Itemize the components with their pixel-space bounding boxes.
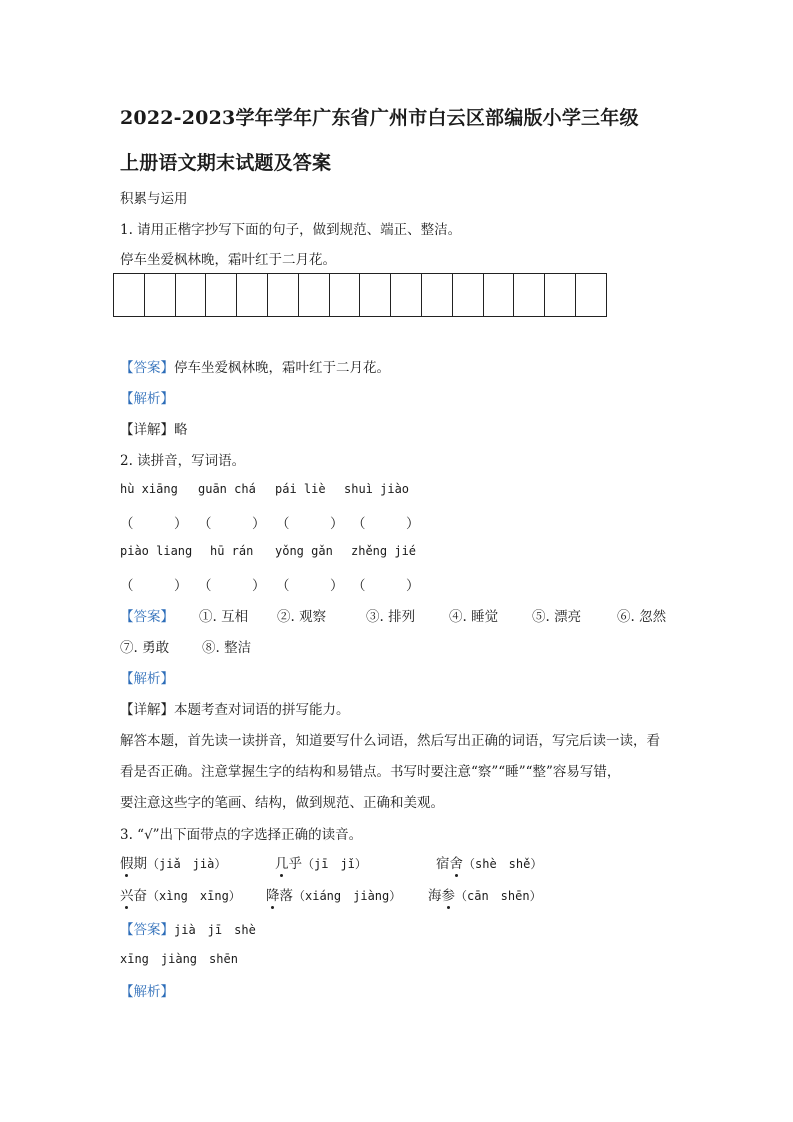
item-char: 奋 — [133, 888, 147, 904]
q2-answer-tag: 【答案】 — [120, 609, 174, 625]
dotted-char: 舍 — [450, 852, 464, 872]
answer-blank: （ ） — [120, 578, 188, 594]
pinyin: yǒng gǎn — [275, 544, 333, 558]
grid-cell — [453, 274, 484, 316]
answer-item: ⑤. 漂亮 — [532, 609, 582, 625]
grid-cell — [176, 274, 207, 316]
item-char: 乎 — [288, 856, 302, 872]
dotted-char: 几 — [275, 852, 289, 872]
grid-cell — [299, 274, 330, 316]
answer-item: ⑦. 勇敢 — [120, 640, 170, 656]
item-char: 期 — [133, 856, 147, 872]
q2-paragraph-line-2: 看是否正确。注意掌握生字的结构和易错点。书写时要注意“察”“睡”“整”容易写错， — [120, 764, 621, 780]
grid-cell — [145, 274, 176, 316]
reading-item — [266, 884, 401, 904]
q3-answer-line-2: xīng jiàng shēn — [120, 952, 238, 966]
reading-item — [275, 852, 367, 872]
reading-options: （xiáng jiàng） — [293, 889, 402, 903]
grid-cell — [268, 274, 299, 316]
reading-options: （cān shēn） — [455, 889, 542, 903]
answer-text: jià jī shè — [174, 923, 256, 937]
item-char: 海 — [428, 888, 442, 904]
detail-text: 略 — [174, 422, 188, 438]
answer-item: ⑥. 忽然 — [617, 609, 667, 625]
pinyin: zhěng jié — [351, 544, 417, 558]
dotted-char: 降 — [266, 884, 280, 904]
answer-blank: （ ） — [352, 516, 420, 532]
q3-analysis-tag: 【解析】 — [120, 984, 174, 1000]
dotted-char: 参 — [442, 884, 456, 904]
reading-item — [428, 884, 542, 904]
pinyin: pái liè — [275, 482, 326, 496]
reading-item — [436, 852, 542, 872]
q2-analysis-tag: 【解析】 — [120, 671, 174, 687]
detail-text: 本题考查对词语的拼写能力。 — [174, 702, 350, 718]
grid-cell — [237, 274, 268, 316]
grid-cell — [360, 274, 391, 316]
reading-options: （jiǎ jià） — [147, 857, 227, 871]
section-heading: 积累与运用 — [120, 191, 188, 207]
grid-cell — [576, 274, 607, 316]
document-title-line-2: 上册语文期末试题及答案 — [120, 152, 332, 174]
grid-cell — [114, 274, 145, 316]
q1-detail — [120, 418, 188, 438]
grid-cell — [545, 274, 576, 316]
answer-item: ④. 睡觉 — [449, 609, 499, 625]
dotted-char: 兴 — [120, 884, 134, 904]
grid-cell — [514, 274, 545, 316]
grid-cell — [206, 274, 237, 316]
answer-tag: 【答案】 — [120, 922, 174, 938]
writing-grid — [113, 273, 607, 317]
grid-cell — [422, 274, 453, 316]
q2-paragraph-line-3: 要注意这些字的笔画、结构，做到规范、正确和美观。 — [120, 795, 444, 811]
answer-item: ③. 排列 — [366, 609, 416, 625]
answer-text: 停车坐爱枫林晚，霜叶红于二月花。 — [174, 360, 390, 376]
q2-prompt: 2. 读拼音，写词语。 — [120, 453, 246, 469]
item-char: 宿 — [436, 856, 450, 872]
answer-item: ⑧. 整洁 — [202, 640, 252, 656]
pinyin: shuì jiào — [344, 482, 410, 496]
detail-tag: 【详解】 — [120, 702, 174, 718]
grid-cell — [330, 274, 361, 316]
reading-options: （jī jǐ） — [302, 857, 367, 871]
answer-blank: （ ） — [276, 516, 344, 532]
pinyin: hū rán — [210, 544, 254, 558]
q1-prompt: 1. 请用正楷字抄写下面的句子，做到规范、端正、整洁。 — [120, 222, 462, 238]
q3-prompt: 3. “√”出下面带点的字选择正确的读音。 — [120, 827, 363, 843]
reading-item — [120, 884, 241, 904]
dotted-char: 假 — [120, 852, 134, 872]
answer-blank: （ ） — [352, 578, 420, 594]
grid-cell — [484, 274, 515, 316]
q1-analysis-tag: 【解析】 — [120, 391, 174, 407]
pinyin: hù xiāng — [120, 482, 178, 496]
detail-tag: 【详解】 — [120, 422, 174, 438]
reading-options: （shè shě） — [463, 857, 543, 871]
pinyin: piào liang — [120, 544, 193, 558]
item-char: 落 — [279, 888, 293, 904]
q1-answer — [120, 356, 390, 376]
grid-cell — [391, 274, 422, 316]
answer-item: ②. 观察 — [277, 609, 327, 625]
q2-detail — [120, 698, 350, 718]
q1-sentence: 停车坐爱枫林晚，霜叶红于二月花。 — [120, 252, 336, 268]
answer-blank: （ ） — [120, 516, 188, 532]
answer-blank: （ ） — [276, 578, 344, 594]
reading-item — [120, 852, 226, 872]
answer-blank: （ ） — [198, 516, 266, 532]
answer-tag: 【答案】 — [120, 360, 174, 376]
pinyin: guān chá — [198, 482, 256, 496]
answer-item: ①. 互相 — [199, 609, 249, 625]
document-title-line-1: 2022-2023学年学年广东省广州市白云区部编版小学三年级 — [120, 107, 639, 129]
answer-blank: （ ） — [198, 578, 266, 594]
q3-answer — [120, 918, 256, 938]
reading-options: （xìng xīng） — [147, 889, 241, 903]
q2-paragraph-line-1: 解答本题，首先读一读拼音，知道要写什么词语，然后写出正确的词语，写完后读一读，看 — [120, 733, 660, 749]
